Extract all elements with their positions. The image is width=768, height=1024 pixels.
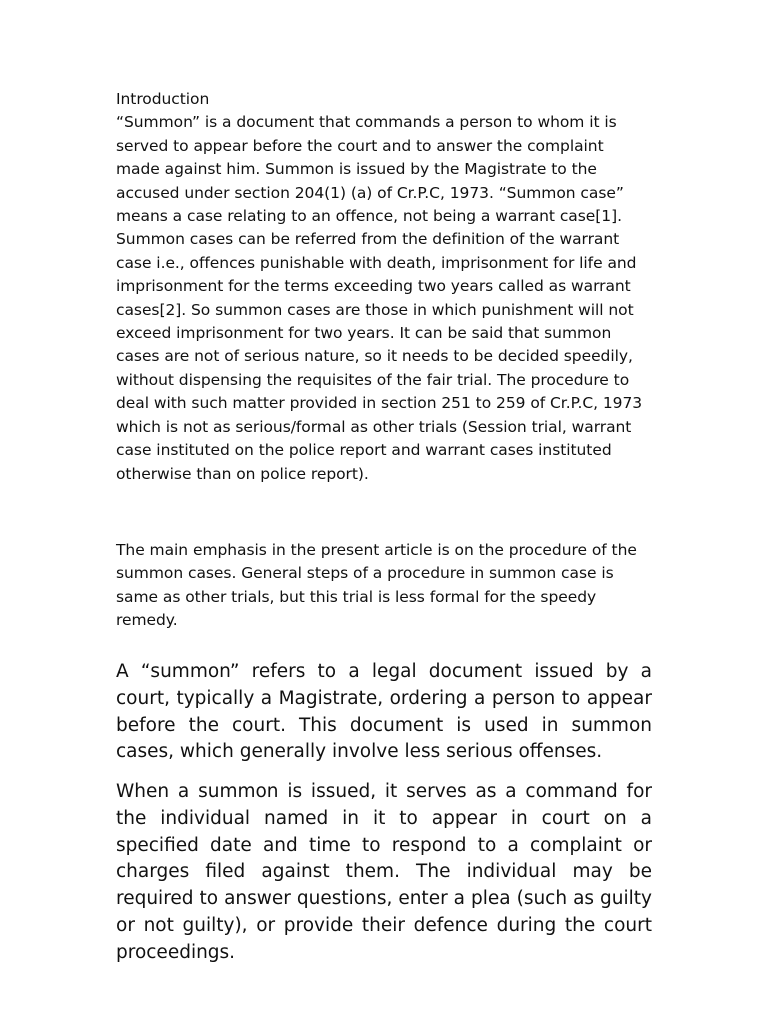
emphasis-paragraph: The main emphasis in the present article is on the procedure of the summon cases. General steps of a procedure in summon case is same as other trials, but this trial is less formal for the speedy remedy. (116, 541, 637, 630)
introduction-section (116, 88, 652, 486)
summon-issued-section (116, 779, 652, 967)
summon-definition-section (116, 659, 652, 766)
section-heading: Introduction (116, 90, 210, 108)
summon-definition-paragraph: A “summon” refers to a legal document issued by a court, typically a Magistrate, ordering a person to appear before the court. This document is used in summon cases, which generally involve less serious offenses. (116, 661, 652, 763)
emphasis-section (116, 539, 652, 633)
summon-issued-paragraph: When a summon is issued, it serves as a command for the individual named in it to appear in court on a specified date and time to respond to a complaint or charges filed against them. The individual may be required to answer questions, enter a plea (such as guilty or not guilty), or provide their defence during the court proceedings. (116, 781, 652, 963)
intro-paragraph: “Summon” is a document that commands a person to whom it is served to appear before the court and to answer the complaint made against him. Summon is issued by the Magistrate to the accused under section 204(1) (a) of Cr.P.C, 1973. “Summon case” means a case relating to an offence, not being a warrant case[1]. Summon cases can be referred from the definition of the warrant case i.e., offences punishable with death, imprisonment for life and imprisonment for the terms exceeding two years called as warrant cases[2]. So summon cases are those in which punishment will not exceed imprisonment for two years. It can be said that summon cases are not of serious nature, so it needs to be decided speedily, without dispensing the requisites of the fair trial. The procedure to deal with such matter provided in section 251 to 259 of Cr.P.C, 1973 which is not as serious/formal as other trials (Session trial, warrant case instituted on the police report and warrant cases instituted otherwise than on police report). (116, 113, 643, 483)
